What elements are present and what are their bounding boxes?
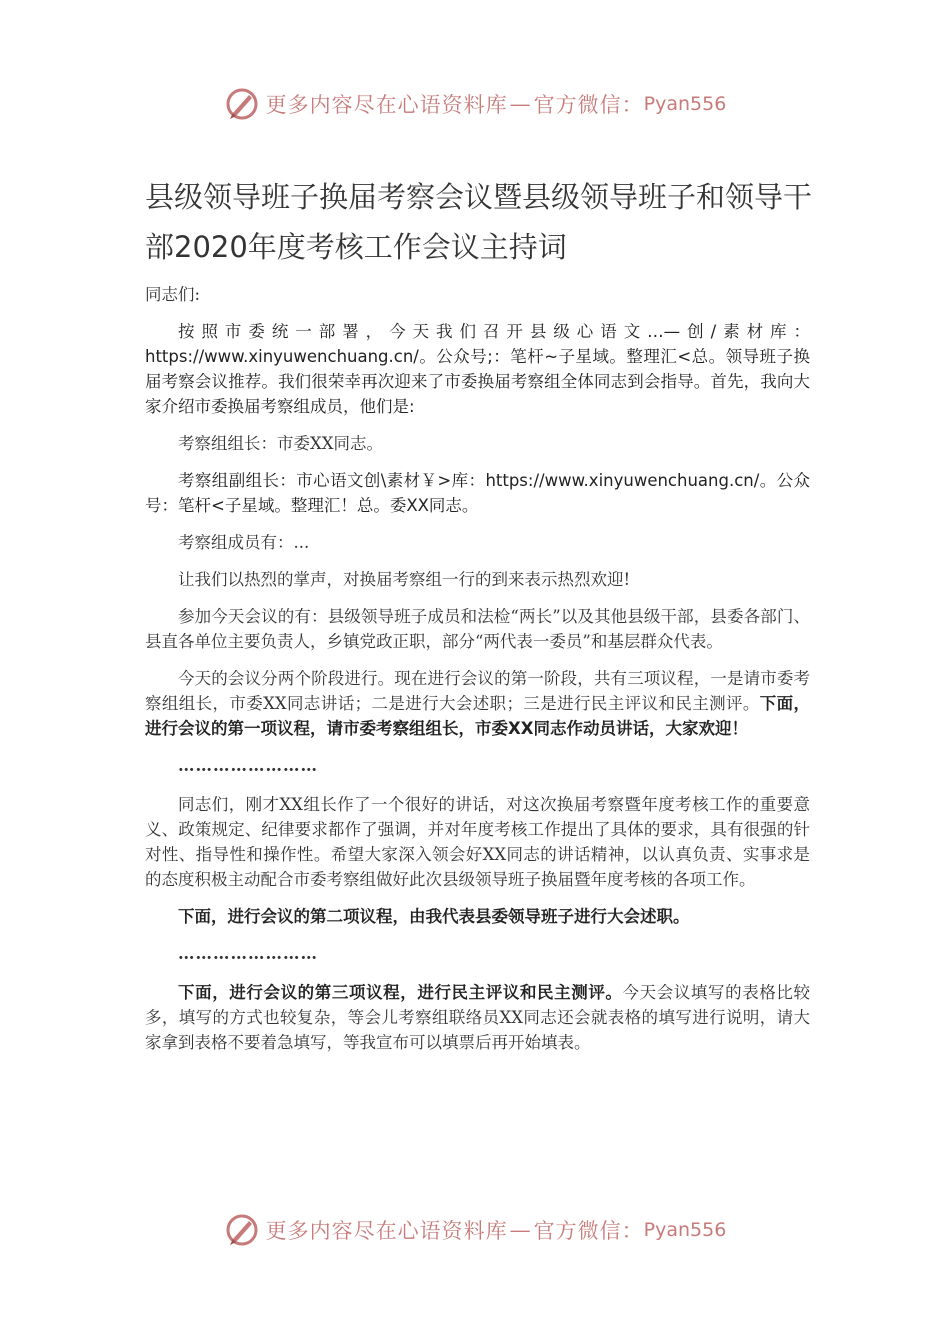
paragraph-5: 让我们以热烈的掌声，对换届考察组一行的到来表示热烈欢迎! (178, 570, 631, 589)
paragraph-4: 考察组成员有：... (178, 533, 310, 552)
greeting: 同志们: (145, 285, 201, 304)
ellipsis-2: …………………… (178, 944, 318, 963)
banner-handle: Pyan556 (643, 1219, 727, 1241)
banner-label: 官方微信： (533, 1219, 644, 1243)
paragraph-8: 同志们，刚才XX组长作了一个很好的讲话，对这次换届考察暨年度考核工作的重要意义、政策规定、纪律要求都作了强调，并对年度考核工作提出了具体的要求，具有很强的针对性、指导性和操作性。希望大家深入领会好XX同志的讲话精神，以认真负责、实事求是的态度积极主动配合市委考察组做好此次县级领导班子换届暨年度考核的各项工作。 (145, 795, 810, 889)
paragraph-10 (145, 980, 810, 1055)
header-banner (0, 82, 950, 126)
paragraph-10-bold: 下面，进行会议的第三项议程，进行民主评议和民主测评。 (178, 983, 623, 1002)
banner-separator: — (509, 1218, 532, 1242)
paragraph-3 (145, 468, 810, 518)
banner-text: 更多内容尽在心语资料库 (265, 1219, 508, 1243)
paragraph-2: 考察组组长：市委XX同志。 (178, 434, 383, 453)
banner-separator: — (509, 92, 532, 116)
paragraph-7-bold: 下面，进行会议的第一项议程，请市委考察组组长，市委XX同志作动员讲话，大家欢迎！ (145, 694, 810, 738)
paragraph-9-bold: 下面，进行会议的第二项议程，由我代表县委领导班子进行大会述职。 (178, 907, 690, 926)
banner-handle: Pyan556 (643, 93, 727, 115)
paragraph-7-text: 今天的会议分两个阶段进行。现在进行会议的第一阶段，共有三项议程，一是请市委考察组组长，市委XX同志讲话；二是进行大会述职；三是进行民主评议和民主测评。 (145, 669, 810, 713)
banner-text: 更多内容尽在心语资料库 (265, 93, 508, 117)
paragraph-7 (145, 666, 810, 741)
paragraph-6: 参加今天会议的有：县级领导班子成员和法检“两长”以及其他县级干部，县委各部门、县直各单位主要负责人，乡镇党政正职，部分“两代表一委员”和基层群众代表。 (145, 607, 810, 651)
footer-banner (0, 1208, 950, 1252)
paragraph-1 (145, 319, 810, 419)
paragraph-9 (145, 904, 810, 929)
paragraph-3-text: 考察组副组长：市心语文创\素材￥>库：https://www.xinyuwenchuang.cn/。公众号：笔杆<子星域。整理汇！总。委XX同志。 (145, 471, 810, 515)
pen-logo-icon (224, 86, 260, 122)
pen-logo-icon (224, 1212, 260, 1248)
ellipsis-1: …………………… (178, 756, 318, 775)
document-body (145, 282, 810, 1067)
paragraph-10-text: 今天会议填写的表格比较多，填写的方式也较复杂，等会儿考察组联络员XX同志还会就表格的填写进行说明，请大家拿到表格不要着急填写，等我宣布可以填票后再开始填表。 (145, 983, 811, 1052)
banner-label: 官方微信： (533, 93, 644, 117)
document-title: 县级领导班子换届考察会议暨县级领导班子和领导干部2020年度考核工作会议主持词 (145, 180, 813, 264)
paragraph-1-text: 按照市委统一部署，今天我们召开县级心语文…—创/素材库：https://www.xinyuwenchuang.cn/。公众号;：笔杆~子星域。整理汇<总。领导班子换届考察会议推荐。我们很荣幸再次迎来了市委换届考察组全体同志到会指导。首先，我向大家介绍市委换届考察组成员，他们是: (145, 322, 810, 416)
